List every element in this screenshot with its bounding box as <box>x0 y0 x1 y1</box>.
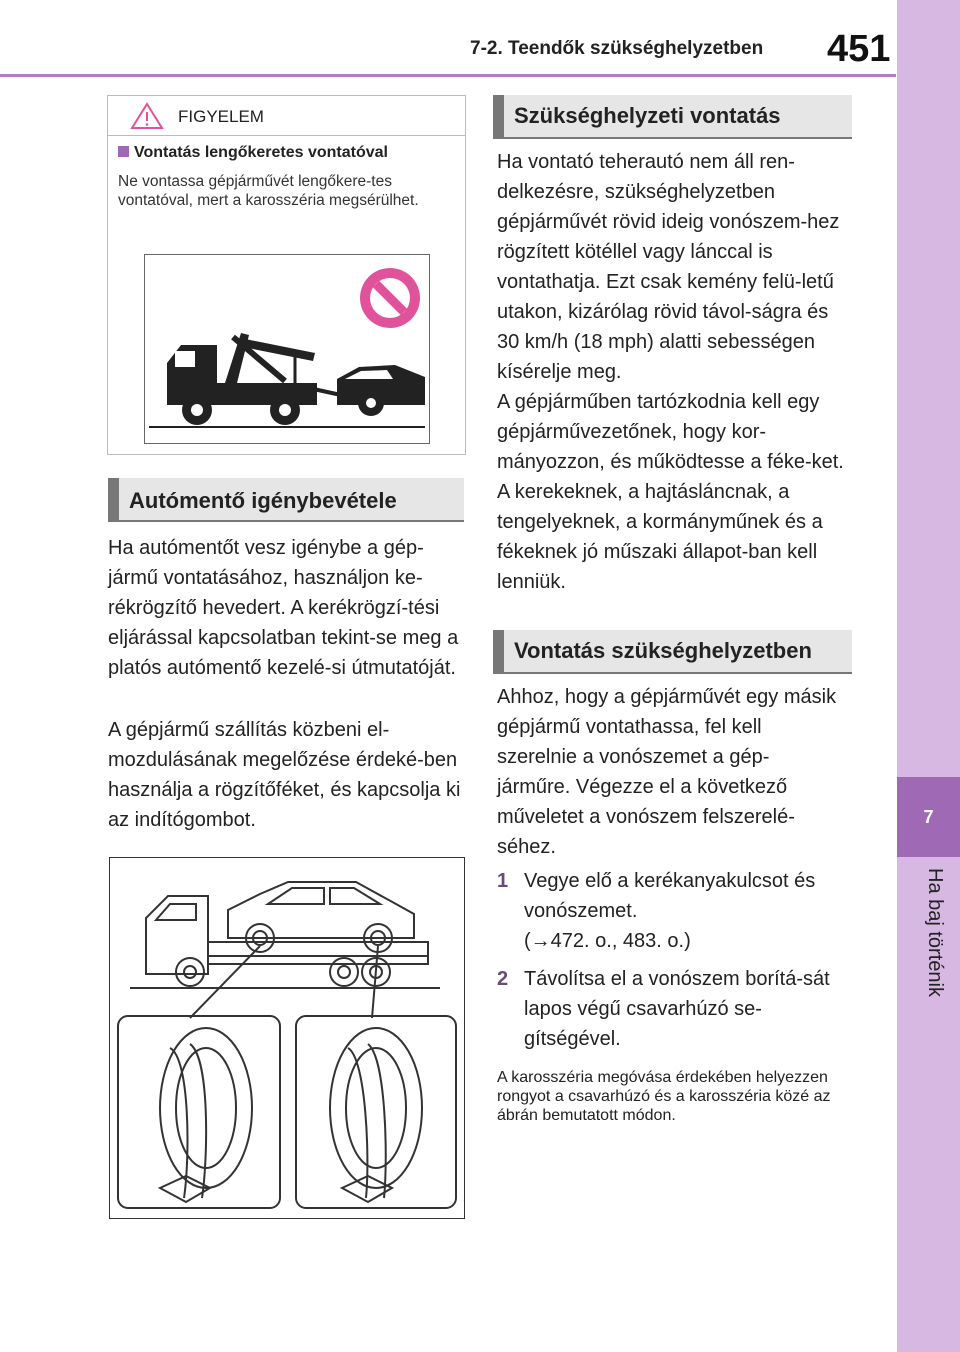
chapter-tab-label: Ha baj történik <box>924 868 946 997</box>
step-page-reference[interactable]: (→472. o., 483. o.) <box>524 930 691 952</box>
page-number: 451 <box>827 28 891 70</box>
section-heading-towing-in-emergency: Vontatás szükséghelyzetben <box>493 630 852 674</box>
warning-header <box>108 96 465 136</box>
chapter-number-tab[interactable]: 7 <box>897 777 960 857</box>
flatbed-wheel-strap-drawing <box>110 858 464 1218</box>
wheel-lift-tow-drawing <box>145 255 429 443</box>
paragraph-parking-brake: A gépjármű szállítás közbeni el-mozdulásának megelőzése érdeké-ben használja a rögzítőféket, és kapcsolja ki az indítógombot. <box>108 719 461 831</box>
note-text: A karosszéria megóvása érdekében helyezzen rongyot a csavarhúzó és a karosszéria közé az ábrán bemutatott módon. <box>497 1069 831 1124</box>
section-heading-emergency-towing: Szükséghelyzeti vontatás <box>493 95 852 139</box>
step-number: 2 <box>497 968 509 990</box>
flatbed-strap-illustration <box>109 857 465 1219</box>
section-heading-tow-truck: Autómentő igénybevétele <box>108 478 464 522</box>
chapter-title: 7-2. Teendők szükséghelyzetben <box>470 38 764 59</box>
bullet-square-icon <box>118 146 129 157</box>
warning-title: FIGYELEM <box>178 107 264 126</box>
warning-triangle-icon <box>130 102 164 130</box>
step-number: 1 <box>497 870 509 892</box>
paragraph-driver-requirements: A gépjárműben tartózkodnia kell egy gépjárművezetőnek, hogy kor-mányozzon, és működtesse a féke-ket. A kerekeknek, a hajtásláncnak, a tengelyeknek, a kormányműnek és a fékeknek jó műszaki állapot-ban kell lenniük. <box>497 391 844 593</box>
paragraph-tow-truck: Ha autómentőt vesz igénybe a gép-jármű vontatásához, használjon ke-rékrögzítő hevedert. A kerékrögzí-tési eljárással kapcsolatban tekint-se meg a platós autómentő kezelé-si útmutatóját. <box>108 537 459 679</box>
step-text: Távolítsa el a vonószem borítá-sát lapos végű csavarhúzó se-gítségével. <box>524 968 830 1050</box>
paragraph-towing-eyelet: Ahhoz, hogy a gépjárművét egy másik gépjármű vontathassa, fel kell szerelnie a vonószemet a gép-járműre. Végezze el a következő műveletet a vonószem felszerelé-séhez. <box>497 686 837 858</box>
warning-text: Ne vontassa gépjárművét lengőkere-tes vontatóval, mert a karosszéria megsérülhet. <box>118 173 419 209</box>
step-2 <box>497 964 837 1054</box>
warning-box <box>107 95 466 455</box>
prohibited-tow-illustration <box>144 254 430 444</box>
warning-subheading: Vontatás lengőkeretes vontatóval <box>118 144 388 162</box>
header-divider <box>0 74 896 77</box>
step-text: Vegye elő a kerékanyakulcsot és vonószemet. <box>524 870 816 922</box>
paragraph-emergency-towing: Ha vontató teherautó nem áll ren-delkezésre, szükséghelyzetben gépjárművét rövid ideig vonószem-hez rögzített kötéllel vagy lánccal is vontathatja. Ezt csak kemény felü-letű utakon, kizárólag rövid távol-ságra és 30 km/h (18 mph) alatti sebességen kísérelje meg. <box>497 151 840 383</box>
step-1 <box>497 866 837 956</box>
chapter-side-tab <box>897 0 960 1352</box>
